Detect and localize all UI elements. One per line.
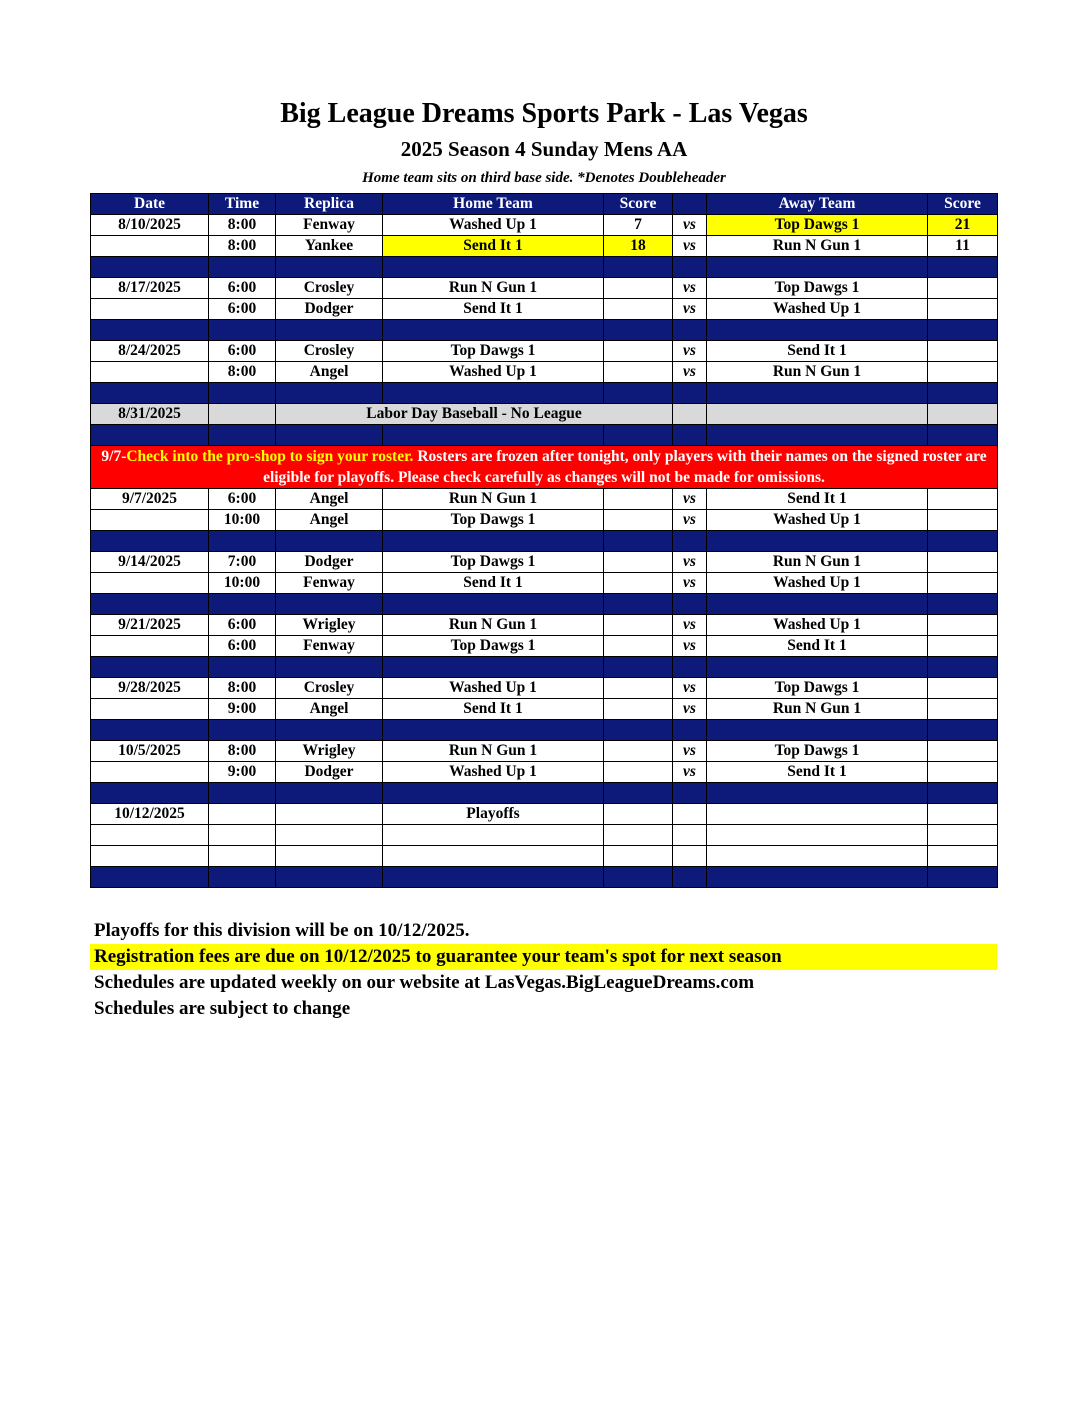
separator-cell <box>209 867 276 888</box>
game-replica-field: Angel <box>276 510 383 531</box>
separator-cell <box>604 594 673 615</box>
separator-cell <box>276 657 383 678</box>
game-time: 6:00 <box>209 615 276 636</box>
notice-rest: Rosters are frozen after tonight, only players with their names on the signed roster are eligible for playoffs. Please check carefully as changes will not be made for omissions. <box>263 448 987 486</box>
separator-cell <box>383 720 604 741</box>
separator-row <box>91 320 998 341</box>
home-team: Top Dawgs 1 <box>383 510 604 531</box>
separator-cell <box>604 783 673 804</box>
game-replica-field: Fenway <box>276 573 383 594</box>
separator-cell <box>383 383 604 404</box>
separator-row <box>91 383 998 404</box>
separator-cell <box>673 867 707 888</box>
game-time: 6:00 <box>209 636 276 657</box>
home-score <box>604 278 673 299</box>
separator-cell <box>91 383 209 404</box>
empty-row <box>91 846 998 867</box>
separator-cell <box>928 594 998 615</box>
game-time: 6:00 <box>209 489 276 510</box>
table-header-row <box>91 194 998 215</box>
home-team: Top Dawgs 1 <box>383 552 604 573</box>
game-time: 6:00 <box>209 278 276 299</box>
game-row <box>91 678 998 699</box>
separator-cell <box>209 720 276 741</box>
separator-cell <box>209 425 276 446</box>
separator-cell <box>383 425 604 446</box>
game-time: 6:00 <box>209 341 276 362</box>
game-row <box>91 762 998 783</box>
game-row <box>91 215 998 236</box>
game-replica-field: Dodger <box>276 552 383 573</box>
home-score: 18 <box>604 236 673 257</box>
away-score <box>928 552 998 573</box>
game-date: 8/10/2025 <box>91 215 209 236</box>
vs-label: vs <box>673 489 707 510</box>
separator-cell <box>673 657 707 678</box>
home-team: Run N Gun 1 <box>383 615 604 636</box>
vs-label: vs <box>673 341 707 362</box>
game-row <box>91 489 998 510</box>
empty-cell <box>928 825 998 846</box>
game-date <box>91 236 209 257</box>
separator-cell <box>383 657 604 678</box>
game-row <box>91 510 998 531</box>
roster-notice <box>91 446 998 489</box>
separator-cell <box>383 783 604 804</box>
game-date: 10/5/2025 <box>91 741 209 762</box>
game-time: 7:00 <box>209 552 276 573</box>
vs-label: vs <box>673 299 707 320</box>
separator-cell <box>91 257 209 278</box>
game-row <box>91 341 998 362</box>
game-time: 6:00 <box>209 299 276 320</box>
vs-label: vs <box>673 741 707 762</box>
game-row <box>91 741 998 762</box>
empty-cell <box>91 825 209 846</box>
away-score <box>928 741 998 762</box>
empty-cell <box>604 804 673 825</box>
separator-cell <box>604 720 673 741</box>
separator-cell <box>928 320 998 341</box>
page-title: Big League Dreams Sports Park - Las Vegas <box>280 98 808 129</box>
separator-cell <box>383 320 604 341</box>
separator-cell <box>707 383 928 404</box>
vs-label: vs <box>673 552 707 573</box>
away-team: Send It 1 <box>707 636 928 657</box>
separator-cell <box>707 425 928 446</box>
separator-cell <box>209 783 276 804</box>
game-row <box>91 636 998 657</box>
empty-cell <box>91 846 209 867</box>
labor-day-text: Labor Day Baseball - No League <box>276 404 673 425</box>
empty-cell <box>928 804 998 825</box>
away-team: Run N Gun 1 <box>707 236 928 257</box>
notice-highlight: Check into the pro-shop to sign your roster. <box>126 448 414 465</box>
separator-cell <box>276 783 383 804</box>
empty-cell <box>276 846 383 867</box>
col-away-score: Score <box>928 194 998 215</box>
game-row <box>91 573 998 594</box>
away-score <box>928 699 998 720</box>
empty-cell <box>209 404 276 425</box>
separator-cell <box>707 257 928 278</box>
home-team: Washed Up 1 <box>383 362 604 383</box>
separator-row <box>91 720 998 741</box>
separator-cell <box>707 867 928 888</box>
away-team: Washed Up 1 <box>707 299 928 320</box>
empty-cell <box>383 846 604 867</box>
website-note: Schedules are updated weekly on our website at LasVegas.BigLeagueDreams.com <box>94 972 755 993</box>
home-score: 7 <box>604 215 673 236</box>
separator-cell <box>383 594 604 615</box>
game-date <box>91 699 209 720</box>
game-date: 9/21/2025 <box>91 615 209 636</box>
separator-cell <box>276 320 383 341</box>
col-time: Time <box>209 194 276 215</box>
away-score: 11 <box>928 236 998 257</box>
game-replica-field: Wrigley <box>276 741 383 762</box>
separator-cell <box>383 531 604 552</box>
roster-notice-row <box>91 446 998 489</box>
separator-row <box>91 594 998 615</box>
subject-to-change-note: Schedules are subject to change <box>94 998 351 1019</box>
game-date: 9/7/2025 <box>91 489 209 510</box>
separator-cell <box>604 257 673 278</box>
separator-cell <box>604 425 673 446</box>
game-date: 9/14/2025 <box>91 552 209 573</box>
vs-label: vs <box>673 236 707 257</box>
away-team: Top Dawgs 1 <box>707 215 928 236</box>
game-date <box>91 362 209 383</box>
away-team: Send It 1 <box>707 489 928 510</box>
separator-cell <box>707 320 928 341</box>
game-row <box>91 362 998 383</box>
home-score <box>604 510 673 531</box>
away-score <box>928 573 998 594</box>
home-team: Top Dawgs 1 <box>383 341 604 362</box>
home-team: Send It 1 <box>383 573 604 594</box>
notice-prefix: 9/7- <box>101 448 127 465</box>
home-team: Send It 1 <box>383 699 604 720</box>
labor-day-row <box>91 404 998 425</box>
separator-cell <box>928 531 998 552</box>
separator-cell <box>928 383 998 404</box>
separator-cell <box>383 867 604 888</box>
game-replica-field: Dodger <box>276 762 383 783</box>
separator-row <box>91 657 998 678</box>
separator-cell <box>91 594 209 615</box>
away-team: Send It 1 <box>707 341 928 362</box>
away-team: Washed Up 1 <box>707 510 928 531</box>
game-time: 10:00 <box>209 573 276 594</box>
home-score <box>604 299 673 320</box>
away-score <box>928 299 998 320</box>
separator-cell <box>276 531 383 552</box>
separator-cell <box>91 531 209 552</box>
separator-cell <box>276 720 383 741</box>
game-time: 10:00 <box>209 510 276 531</box>
separator-cell <box>276 594 383 615</box>
playoffs-label: Playoffs <box>383 804 604 825</box>
empty-cell <box>209 846 276 867</box>
home-team: Washed Up 1 <box>383 762 604 783</box>
separator-cell <box>673 425 707 446</box>
col-home-team: Home Team <box>383 194 604 215</box>
registration-note: Registration fees are due on 10/12/2025 to guarantee your team's spot for next season <box>90 944 997 970</box>
game-row <box>91 552 998 573</box>
vs-label: vs <box>673 278 707 299</box>
separator-cell <box>673 320 707 341</box>
game-date: 8/17/2025 <box>91 278 209 299</box>
away-team: Washed Up 1 <box>707 615 928 636</box>
away-team: Washed Up 1 <box>707 573 928 594</box>
empty-cell <box>707 825 928 846</box>
separator-cell <box>604 383 673 404</box>
game-row <box>91 615 998 636</box>
separator-row <box>91 531 998 552</box>
separator-cell <box>276 425 383 446</box>
home-team: Send It 1 <box>383 299 604 320</box>
separator-cell <box>928 720 998 741</box>
empty-row <box>91 825 998 846</box>
away-score <box>928 489 998 510</box>
separator-cell <box>91 867 209 888</box>
separator-cell <box>209 594 276 615</box>
game-time: 8:00 <box>209 236 276 257</box>
separator-cell <box>707 720 928 741</box>
home-score <box>604 552 673 573</box>
home-team: Washed Up 1 <box>383 678 604 699</box>
separator-cell <box>276 867 383 888</box>
game-time: 8:00 <box>209 215 276 236</box>
empty-cell <box>928 846 998 867</box>
game-replica-field: Crosley <box>276 278 383 299</box>
separator-cell <box>209 383 276 404</box>
separator-cell <box>673 257 707 278</box>
separator-cell <box>604 657 673 678</box>
page-subtitle: 2025 Season 4 Sunday Mens AA <box>400 137 688 161</box>
separator-cell <box>209 320 276 341</box>
separator-cell <box>276 257 383 278</box>
empty-cell <box>673 404 707 425</box>
empty-cell <box>673 804 707 825</box>
away-score <box>928 615 998 636</box>
separator-cell <box>209 657 276 678</box>
game-date <box>91 510 209 531</box>
separator-cell <box>91 320 209 341</box>
away-team: Run N Gun 1 <box>707 552 928 573</box>
game-replica-field: Angel <box>276 699 383 720</box>
empty-cell <box>707 804 928 825</box>
away-score <box>928 278 998 299</box>
empty-cell <box>928 404 998 425</box>
schedule-table <box>90 193 998 888</box>
game-date <box>91 636 209 657</box>
home-score <box>604 615 673 636</box>
home-team-note: Home team sits on third base side. *Denotes Doubleheader <box>362 170 726 186</box>
vs-label: vs <box>673 215 707 236</box>
col-date: Date <box>91 194 209 215</box>
away-team: Run N Gun 1 <box>707 362 928 383</box>
labor-day-date: 8/31/2025 <box>91 404 209 425</box>
separator-cell <box>707 783 928 804</box>
vs-label: vs <box>673 762 707 783</box>
empty-cell <box>276 825 383 846</box>
separator-cell <box>673 383 707 404</box>
game-date <box>91 299 209 320</box>
game-replica-field: Wrigley <box>276 615 383 636</box>
separator-cell <box>209 257 276 278</box>
empty-cell <box>276 804 383 825</box>
away-score <box>928 762 998 783</box>
vs-label: vs <box>673 615 707 636</box>
empty-cell <box>707 846 928 867</box>
empty-cell <box>604 825 673 846</box>
away-team: Top Dawgs 1 <box>707 278 928 299</box>
separator-cell <box>928 783 998 804</box>
game-row <box>91 278 998 299</box>
home-score <box>604 636 673 657</box>
playoffs-note: Playoffs for this division will be on 10/12/2025. <box>94 920 470 941</box>
vs-label: vs <box>673 573 707 594</box>
game-replica-field: Dodger <box>276 299 383 320</box>
empty-cell <box>209 804 276 825</box>
away-score: 21 <box>928 215 998 236</box>
game-replica-field: Angel <box>276 489 383 510</box>
vs-label: vs <box>673 510 707 531</box>
home-team: Run N Gun 1 <box>383 741 604 762</box>
home-team: Run N Gun 1 <box>383 489 604 510</box>
empty-cell <box>209 825 276 846</box>
game-row <box>91 236 998 257</box>
home-team: Send It 1 <box>383 236 604 257</box>
playoffs-row <box>91 804 998 825</box>
separator-cell <box>383 257 604 278</box>
separator-cell <box>604 531 673 552</box>
game-replica-field: Angel <box>276 362 383 383</box>
vs-label: vs <box>673 678 707 699</box>
separator-row <box>91 257 998 278</box>
empty-cell <box>383 825 604 846</box>
col-home-score: Score <box>604 194 673 215</box>
away-score <box>928 678 998 699</box>
separator-cell <box>673 531 707 552</box>
game-row <box>91 299 998 320</box>
away-team: Top Dawgs 1 <box>707 741 928 762</box>
separator-cell <box>928 657 998 678</box>
home-team: Top Dawgs 1 <box>383 636 604 657</box>
separator-cell <box>604 320 673 341</box>
away-score <box>928 510 998 531</box>
home-score <box>604 678 673 699</box>
home-score <box>604 699 673 720</box>
home-score <box>604 362 673 383</box>
game-replica-field: Yankee <box>276 236 383 257</box>
separator-cell <box>928 257 998 278</box>
separator-row <box>91 867 998 888</box>
game-replica-field: Fenway <box>276 215 383 236</box>
col-vs <box>673 194 707 215</box>
away-team: Top Dawgs 1 <box>707 678 928 699</box>
away-score <box>928 341 998 362</box>
separator-cell <box>928 425 998 446</box>
home-team: Washed Up 1 <box>383 215 604 236</box>
vs-label: vs <box>673 636 707 657</box>
away-score <box>928 362 998 383</box>
empty-cell <box>604 846 673 867</box>
separator-cell <box>91 425 209 446</box>
game-date <box>91 762 209 783</box>
separator-row <box>91 783 998 804</box>
separator-cell <box>209 531 276 552</box>
separator-cell <box>707 531 928 552</box>
away-score <box>928 636 998 657</box>
separator-cell <box>276 383 383 404</box>
game-replica-field: Crosley <box>276 678 383 699</box>
away-team: Run N Gun 1 <box>707 699 928 720</box>
game-date <box>91 573 209 594</box>
separator-cell <box>673 720 707 741</box>
game-time: 9:00 <box>209 762 276 783</box>
game-time: 8:00 <box>209 741 276 762</box>
empty-cell <box>673 825 707 846</box>
separator-row <box>91 425 998 446</box>
separator-cell <box>673 783 707 804</box>
empty-cell <box>673 846 707 867</box>
away-team: Send It 1 <box>707 762 928 783</box>
home-score <box>604 762 673 783</box>
home-score <box>604 341 673 362</box>
col-away-team: Away Team <box>707 194 928 215</box>
vs-label: vs <box>673 362 707 383</box>
home-score <box>604 489 673 510</box>
separator-cell <box>91 783 209 804</box>
separator-cell <box>91 657 209 678</box>
game-time: 9:00 <box>209 699 276 720</box>
home-score <box>604 741 673 762</box>
game-replica-field: Crosley <box>276 341 383 362</box>
game-date: 8/24/2025 <box>91 341 209 362</box>
empty-cell <box>707 404 928 425</box>
separator-cell <box>707 657 928 678</box>
separator-cell <box>604 867 673 888</box>
separator-cell <box>673 594 707 615</box>
separator-cell <box>928 867 998 888</box>
separator-cell <box>91 720 209 741</box>
separator-cell <box>707 594 928 615</box>
game-time: 8:00 <box>209 362 276 383</box>
game-replica-field: Fenway <box>276 636 383 657</box>
vs-label: vs <box>673 699 707 720</box>
home-team: Run N Gun 1 <box>383 278 604 299</box>
playoffs-date: 10/12/2025 <box>91 804 209 825</box>
game-time: 8:00 <box>209 678 276 699</box>
home-score <box>604 573 673 594</box>
game-date: 9/28/2025 <box>91 678 209 699</box>
col-replica: Replica <box>276 194 383 215</box>
game-row <box>91 699 998 720</box>
